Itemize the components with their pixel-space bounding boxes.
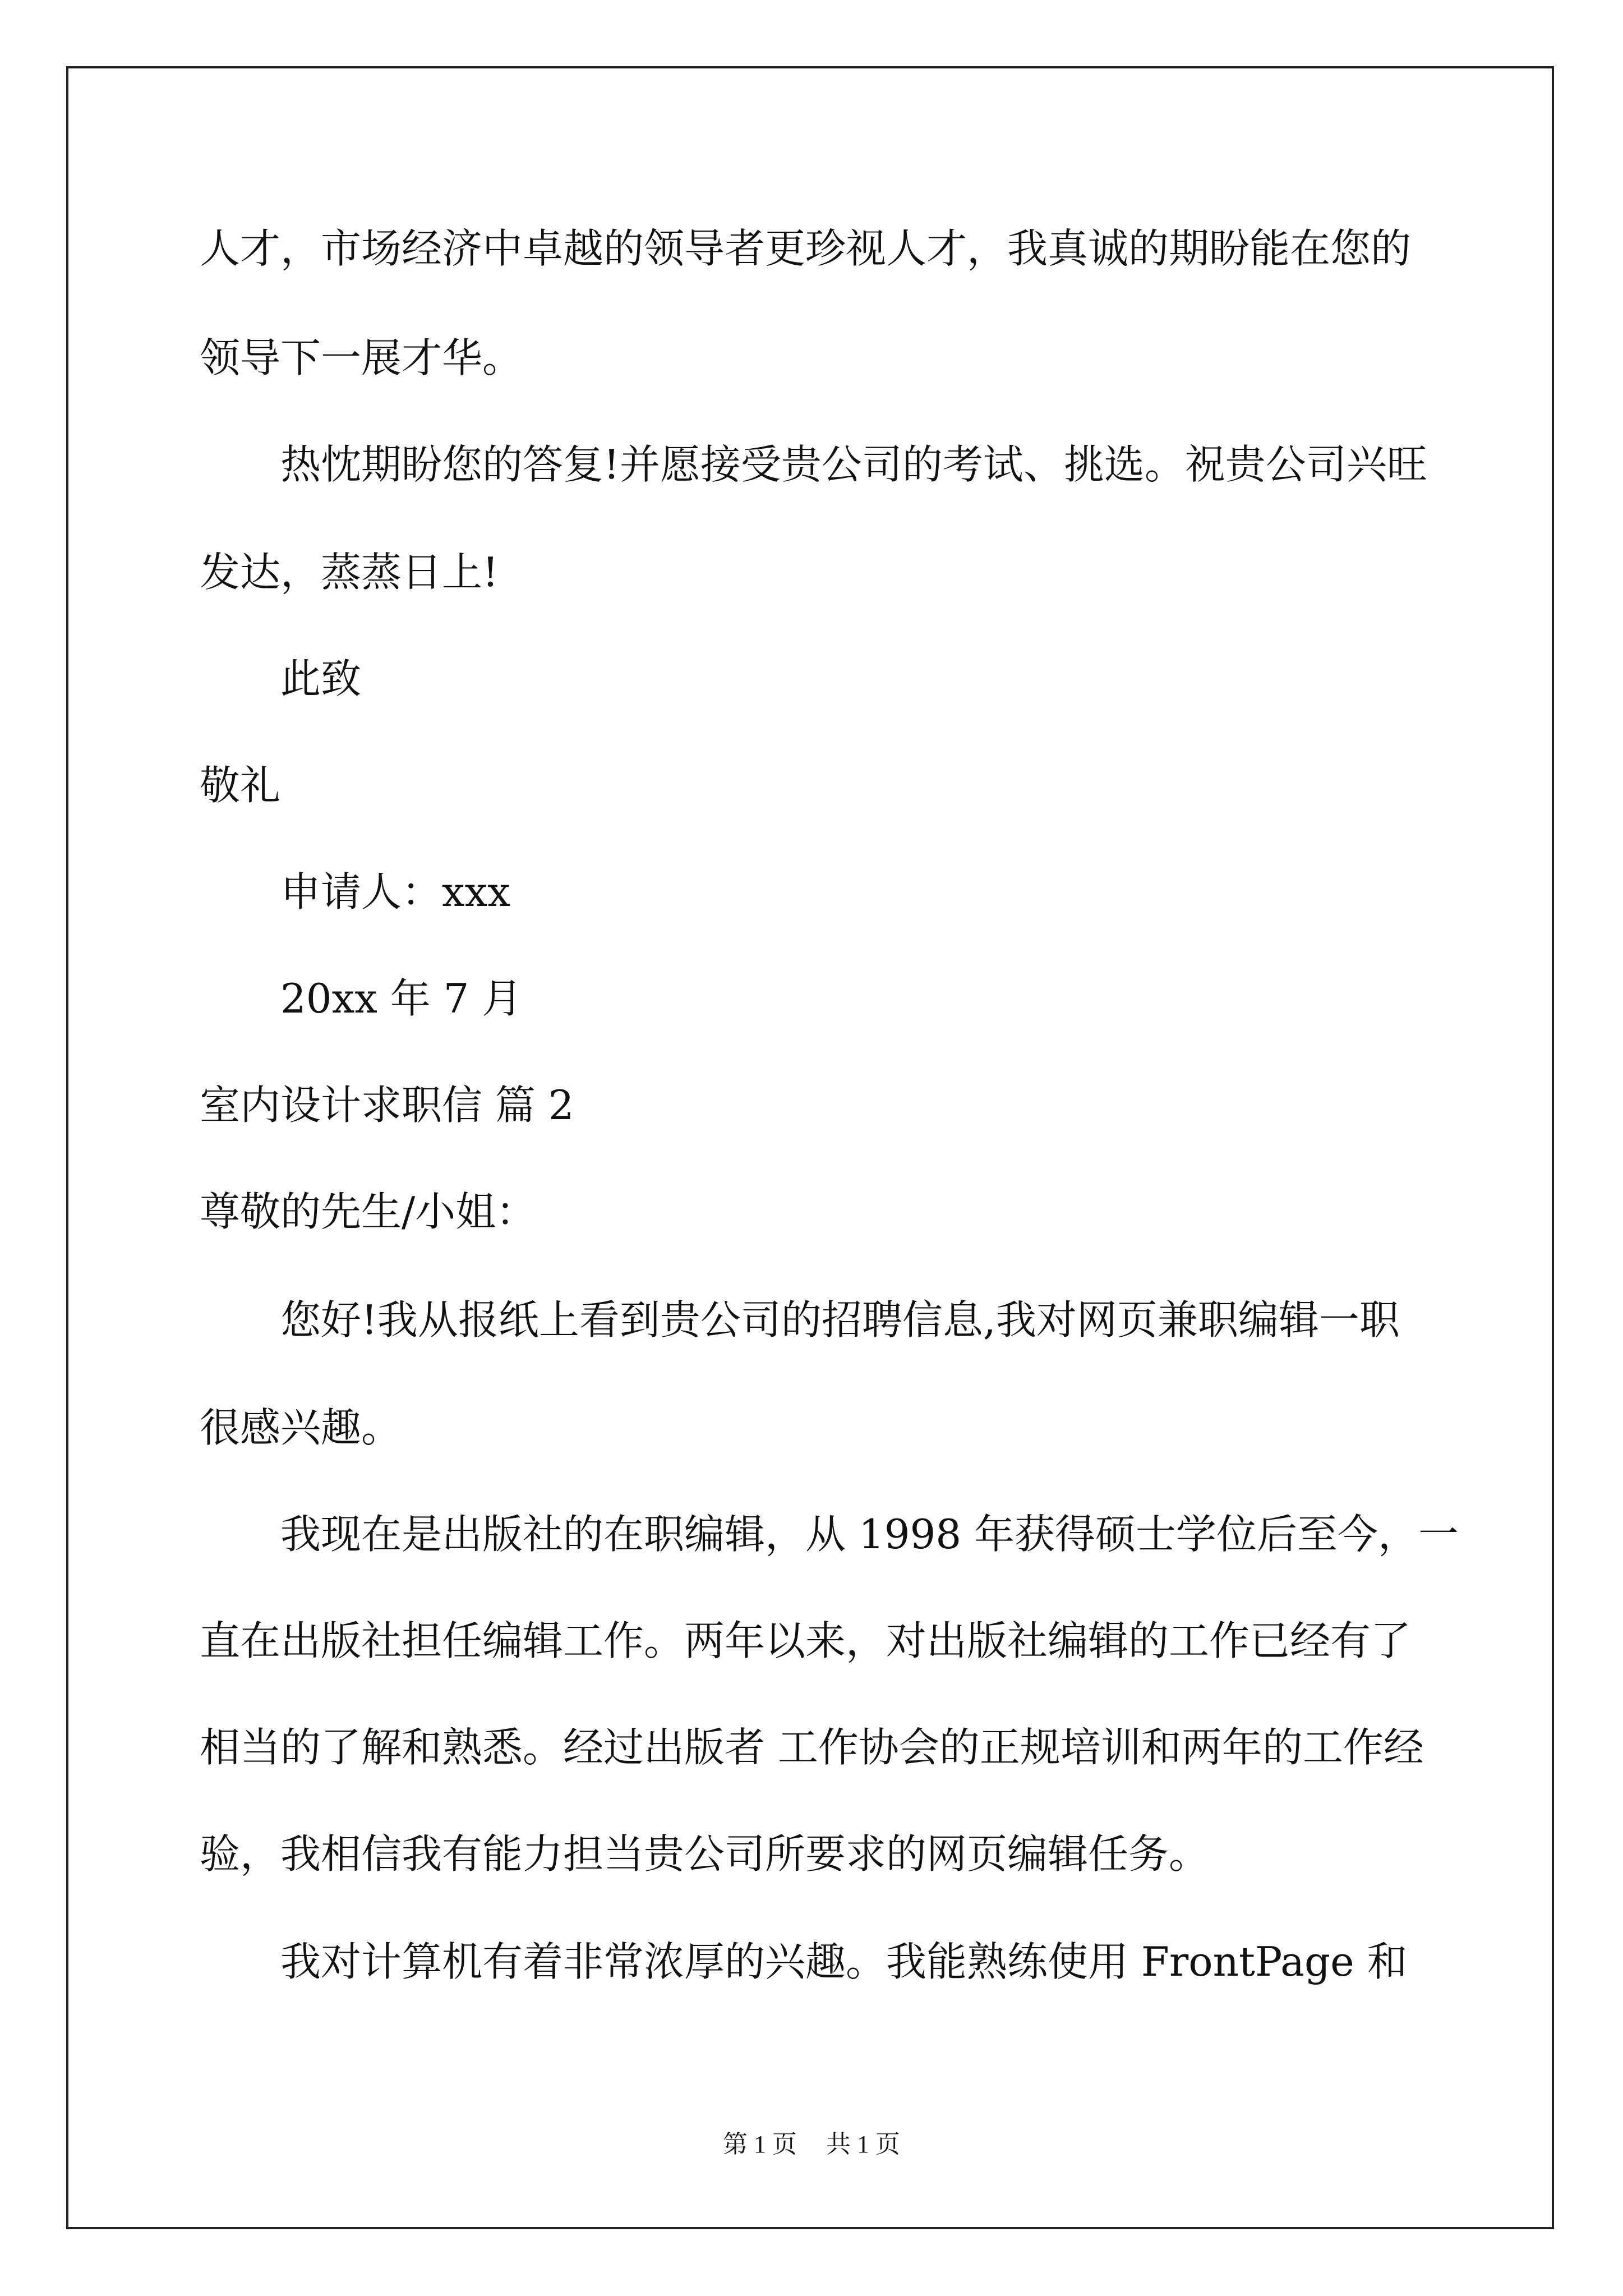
text-line: 很感兴趣。 <box>200 1404 402 1451</box>
text-line: 领导下一展才华。 <box>200 334 523 381</box>
text-line: 发达，蒸蒸日上! <box>200 549 499 596</box>
text-line: 直在出版社担任编辑工作。两年以来，对出版社编辑的工作已经有了 <box>200 1617 1412 1664</box>
text-line: 人才，市场经济中卓越的领导者更珍视人才，我真诚的期盼能在您的 <box>200 225 1412 272</box>
salutation-closing: 此致 <box>280 655 362 702</box>
applicant-line: 申请人：xxx <box>280 868 510 915</box>
text-line: 验，我相信我有能力担当贵公司所要求的网页编辑任务。 <box>200 1830 1210 1878</box>
date-line: 20xx 年 7 月 <box>280 975 523 1022</box>
text-line: 我现在是出版社的在职编辑，从 1998 年获得硕士学位后至今，一 <box>280 1511 1459 1558</box>
text-line: 您好!我从报纸上看到贵公司的招聘信息,我对网页兼职编辑一职 <box>280 1296 1400 1343</box>
greeting-line: 尊敬的先生/小姐： <box>200 1188 537 1235</box>
page-footer <box>0 2129 1623 2160</box>
page-border <box>66 66 1554 2229</box>
text-line: 相当的了解和熟悉。经过出版者 工作协会的正规培训和两年的工作经 <box>200 1724 1424 1771</box>
salutation-regards: 敬礼 <box>200 762 281 809</box>
text-line: 我对计算机有着非常浓厚的兴趣。我能熟练使用 FrontPage 和 <box>280 1938 1408 1985</box>
section-title: 室内设计求职信 篇 2 <box>200 1082 574 1129</box>
page-number: 第 1 页 <box>723 2131 797 2158</box>
text-line: 热忱期盼您的答复!并愿接受贵公司的考试、挑选。祝贵公司兴旺 <box>280 441 1427 488</box>
page-total: 共 1 页 <box>826 2131 900 2158</box>
